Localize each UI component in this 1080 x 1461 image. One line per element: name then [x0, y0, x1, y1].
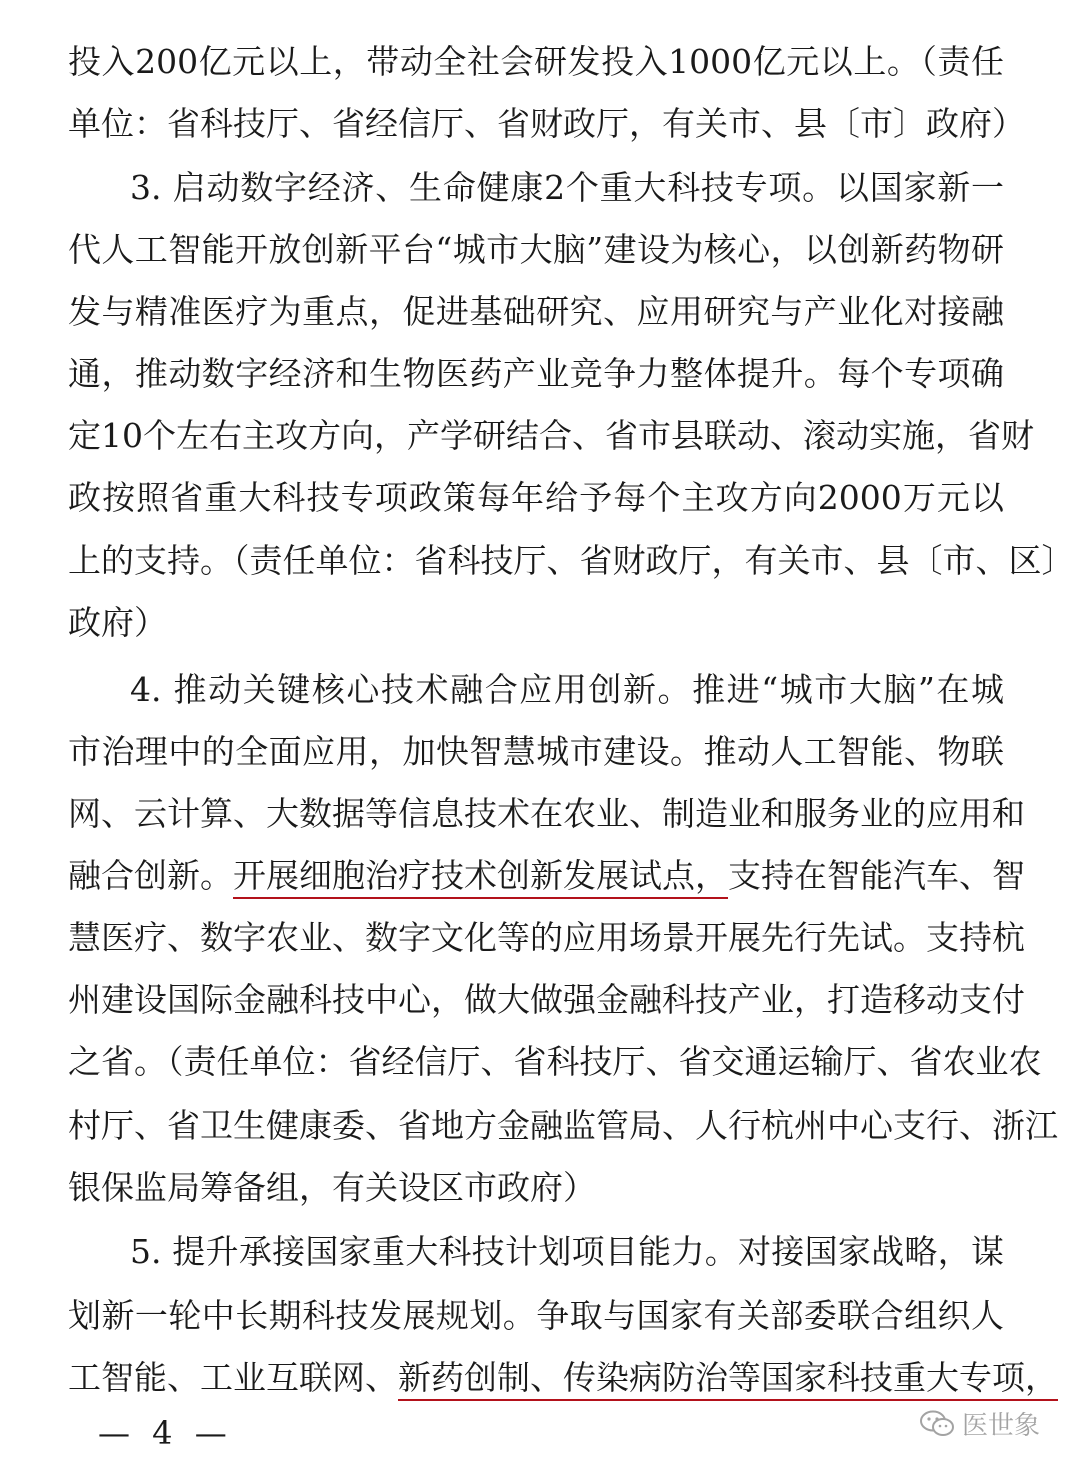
text-line: 投入200亿元以上，带动全社会研发投入1000亿元以上。（责任 — [68, 42, 1004, 81]
text-line: 单位：省科技厅、省经信厅、省财政厅，有关市、县〔市〕政府） — [68, 104, 1025, 143]
underlined-phrase: 开展细胞治疗技术创新发展试点， — [233, 856, 728, 899]
page-number: — 4 — — [98, 1414, 233, 1452]
paragraph-4-heading: 4. 推动关键核心技术融合应用创新。推进“城市大脑”在城 — [130, 670, 1004, 709]
text-line: 划新一轮中长期科技发展规划。争取与国家有关部委联合组织人 — [68, 1296, 1004, 1335]
text-line: 通，推动数字经济和生物医药产业竞争力整体提升。每个专项确 — [68, 354, 1004, 393]
text-line-with-underline — [68, 850, 1025, 902]
text-line: 上的支持。（责任单位：省科技厅、省财政厅，有关市、县〔市、区〕 — [68, 541, 1075, 580]
text-line: 银保监局筹备组，有关设区市政府） — [68, 1168, 596, 1207]
text-line: 州建设国际金融科技中心，做大做强金融科技产业，打造移动支付 — [68, 980, 1025, 1019]
text-line: 网、云计算、大数据等信息技术在农业、制造业和服务业的应用和 — [68, 794, 1025, 833]
text-line: 慧医疗、数字农业、数字文化等的应用场景开展先行先试。支持杭 — [68, 918, 1025, 957]
text-line: 发与精准医疗为重点，促进基础研究、应用研究与产业化对接融 — [68, 292, 1004, 331]
text-line: 代人工智能开放创新平台“城市大脑”建设为核心，以创新药物研 — [68, 230, 1004, 269]
text-segment: 支持在智能汽车、智 — [728, 856, 1025, 895]
text-line: 定10个左右主攻方向，产学研结合、省市县联动、滚动实施，省财 — [68, 416, 1034, 455]
watermark — [920, 1405, 1040, 1442]
paragraph-5-heading: 5. 提升承接国家重大科技计划项目能力。对接国家战略，谋 — [130, 1232, 1004, 1271]
wechat-icon — [920, 1410, 954, 1438]
text-line: 村厅、省卫生健康委、省地方金融监管局、人行杭州中心支行、浙江 — [68, 1106, 1058, 1145]
underlined-phrase: 新药创制、传染病防治等国家科技重大专项， — [398, 1358, 1058, 1401]
text-line: 政按照省重大科技专项政策每年给予每个主攻方向2000万元以 — [68, 478, 1004, 517]
text-segment: 工智能、工业互联网、 — [68, 1358, 398, 1397]
watermark-text: 医世象 — [961, 1411, 1040, 1441]
text-line: 政府） — [68, 603, 167, 642]
text-segment: 融合创新。 — [68, 856, 233, 895]
text-line: 市治理中的全面应用，加快智慧城市建设。推动人工智能、物联 — [68, 732, 1004, 771]
text-line: 之省。（责任单位：省经信厅、省科技厅、省交通运输厅、省农业农 — [68, 1042, 1042, 1081]
text-line-with-underline — [68, 1352, 1058, 1404]
paragraph-3-heading: 3. 启动数字经济、生命健康2个重大科技专项。以国家新一 — [130, 168, 1004, 207]
